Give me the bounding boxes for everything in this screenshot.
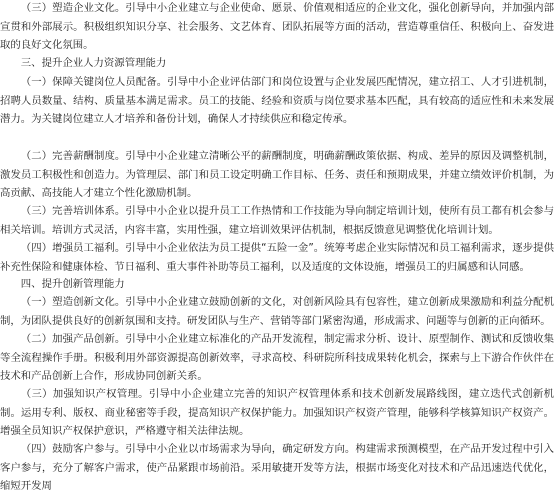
paragraph-training: （三）完善培训体系。引导中小企业以提升员工工作热情和工作技能为导向制定培训计划，使所有员工都有机会参与相关培训。培训方式灵活，内容丰富，实用性强，建立培训效果评估机制，根据反馈意见调整优化培训计划。 — [0, 205, 554, 236]
paragraph-customer-participation: （四）鼓励客户参与。引导中小企业以市场需求为导向，确定研发方向。构建需求预测模型，在产品开发过程中引入客户参与，充分了解客户需求，使产品紧跟市场前沿。采用敏捷开发等方法，根据市场变化对技术和产品迅速迭代优化，缩短开发周 — [0, 443, 554, 493]
paragraph-ip-management: （三）加强知识产权管理。引导中小企业建立完善的知识产权管理体系和技术创新发展路线图，建立迭代式创新机制。运用专利、版权、商业秘密等手段，提高知识产权保护能力。加强知识产权资产管理，能够科学核算知识产权资产。增强全员知识产权保护意识，严格遵守相关法律法规。 — [0, 388, 554, 438]
paragraph-product-innovation: （二）加强产品创新。引导中小企业建立标准化的产品开发流程，制定需求分析、设计、原型制作、测试和反馈收集等全流程操作手册。积极利用外部资源提高创新效率，寻求高校、科研院所科技成果转化机会，探索与上下游合作伙伴在技术和产品创新上合作，形成协同创新关系。 — [0, 333, 554, 383]
paragraph-welfare: （四）增强员工福利。引导中小企业依法为员工提供“五险一金”。统筹考虑企业实际情况和员工福利需求，逐步提供补充性保险和健康体检、节日福利、重大事件补助等员工福利，以及适度的文体设施，增强员工的归属感和认同感。 — [0, 242, 554, 273]
section-heading-hr: 三、提升企业人力资源管理能力 — [20, 57, 167, 69]
paragraph-compensation: （二）完善薪酬制度。引导中小企业建立清晰公平的薪酬制度，明确薪酬政策依据、构成、差异的原因及调整机制，激发员工积极性和创造力。为管理层、部门和员工设定明确工作目标、任务、责任和预期成果，并建立绩效评价机制，为高贡献、高技能人才建立个性化激励机制。 — [0, 150, 554, 200]
paragraph-innovation-culture: （一）塑造创新文化。引导中小企业建立鼓励创新的文化，对创新风险具有包容性，建立创新成果激励和利益分配机制，为团队提供良好的创新氛围和支持。研发团队与生产、营销等部门紧密沟通，形成需求、问题等与创新的正向循环。 — [0, 296, 554, 327]
section-heading-innovation: 四、提升创新管理能力 — [20, 278, 125, 290]
paragraph-corporate-culture: （三）塑造企业文化。引导中小企业建立与企业使命、愿景、价值观相适应的企业文化，强化创新导向，并加强内部宣贯和外部展示。积极组织知识分享、社会服务、文艺体育、团队拓展等方面的活动，营造尊重信任、积极向上、奋发进取的良好文化氛围。 — [0, 2, 554, 52]
paragraph-key-staffing: （一）保障关键岗位人员配备。引导中小企业评估部门和岗位设置与企业发展匹配情况，建立招工、人才引进机制，招聘人员数量、结构、质量基本满足需求。员工的技能、经验和资质与岗位要求基本匹配，具有较高的适应性和未来发展潜力。为关键岗位建立人才培养和备份计划，确保人才持续供应和稳定传承。 — [0, 76, 554, 126]
